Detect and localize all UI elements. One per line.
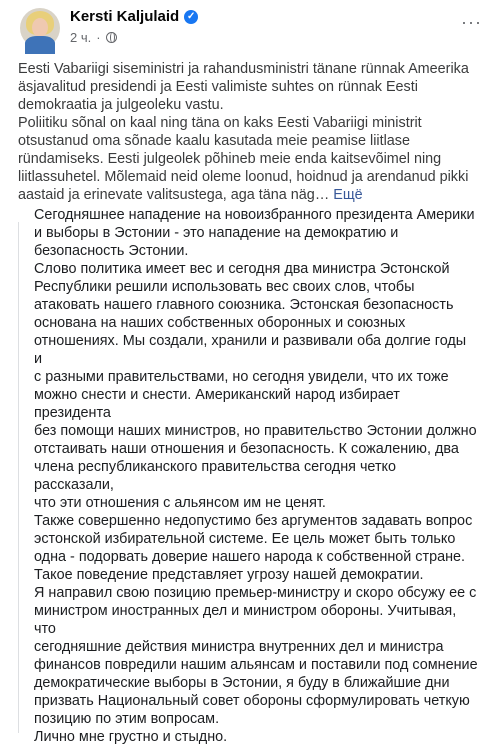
text-line: Сегодняшнее нападение на новоизбранного президента Америки xyxy=(34,207,475,223)
quote-divider xyxy=(18,222,19,733)
more-options-icon[interactable]: ··· xyxy=(461,12,482,32)
text-line: позицию по этим вопросам. xyxy=(34,711,220,727)
text-line: безопасность Эстонии. xyxy=(34,243,189,259)
avatar-body xyxy=(25,36,55,54)
post-timestamp[interactable]: 2 ч. xyxy=(70,30,92,45)
author-block xyxy=(70,8,198,25)
text-line: Лично мне грустно и стыдно. xyxy=(34,729,228,745)
text-line: ründamiseks. Eesti julgeolek põhineb meie enda kaitsevõimel ning xyxy=(18,151,442,167)
text-line: отстаивать наши отношения и безопасность. К сожалению, два xyxy=(34,441,459,457)
text-line: Eesti Vabariigi siseministri ja rahandusministri tänane rünnak Ameerika xyxy=(18,61,469,77)
text-line: Такое поведение представляет угрозу нашей демократии. xyxy=(34,567,424,583)
text-line: demokraatia ja julgeoleku vastu. xyxy=(18,97,224,113)
text-line: äsjavalitud presidendi ja Eesti valimiste suhtes on rünnak Eesti xyxy=(18,79,418,95)
text-line: liitlassuhetel. Mõlemaid neid oleme loonud, hoidnud ja arendanud pikki xyxy=(18,169,469,185)
text-line: и выборы в Эстонии - это нападение на демократию и xyxy=(34,225,399,241)
text-line: финансов повредили нашим альянсам и поставили под сомнение xyxy=(34,657,478,673)
verified-badge-icon: ✓ xyxy=(184,10,198,24)
text-line: члена республиканского правительства сегодня четко рассказали, xyxy=(34,459,397,493)
avatar-face xyxy=(32,18,48,37)
text-line: эстонской избирательной системе. Ее цель может быть только xyxy=(34,531,456,547)
globe-icon xyxy=(106,32,117,43)
text-line: с разными правительствами, но сегодня увидели, что их тоже xyxy=(34,369,449,385)
post-text-estonian xyxy=(18,60,486,204)
text-line: Также совершенно недопустимо без аргументов задавать вопрос xyxy=(34,513,473,529)
text-line: демократические выборы в Эстонии, я буду в ближайшие дни xyxy=(34,675,450,691)
text-line: отношениях. Мы создали, хранили и развивали оба долгие годы и xyxy=(34,333,467,367)
text-line: Я направил свою позицию премьер-министру и скоро обсужу ее с xyxy=(34,585,477,601)
text-line: призвать Национальный совет обороны сформулировать четкую xyxy=(34,693,470,709)
text-line: что эти отношения с альянсом им не ценят. xyxy=(34,495,326,511)
text-line: otsustanud oma sõnade kaalu kasutada meie peamise liitlase xyxy=(18,133,410,149)
text-line: атаковать нашего главного союзника. Эстонская безопасность xyxy=(34,297,454,313)
text-line: Poliitiku sõnal on kaal ning täna on kaks Eesti Vabariigi ministrit xyxy=(18,115,422,131)
post-header xyxy=(18,0,486,60)
truncated-text: aastaid ja erinevate valitsustega, aga täna näg… xyxy=(18,187,330,203)
text-line: Республики решили использовать вес своих слов, чтобы xyxy=(34,279,415,295)
text-line: одна - подорвать доверие нашего народа к собственной стране. xyxy=(34,549,466,565)
text-line: министром иностранных дел и министром обороны. Учитывая, что xyxy=(34,603,457,637)
see-more-link[interactable]: Ещё xyxy=(333,187,363,203)
text-line: основана на наших собственных оборонных и союзных xyxy=(34,315,406,331)
separator-dot: · xyxy=(96,30,101,45)
text-line: сегодняшние действия министра внутренних дел и министра xyxy=(34,639,444,655)
text-line: можно снести и снести. Американский народ избирает президента xyxy=(34,387,400,421)
text-line-last xyxy=(18,186,478,204)
text-line: Слово политика имеет вес и сегодня два министра Эстонской xyxy=(34,261,450,277)
post-meta xyxy=(70,30,117,45)
avatar[interactable] xyxy=(20,8,60,48)
author-name[interactable]: Kersti Kaljulaid xyxy=(70,8,180,25)
text-line: без помощи наших министров, но правительство Эстонии должно xyxy=(34,423,477,439)
post-text-russian xyxy=(18,206,486,746)
